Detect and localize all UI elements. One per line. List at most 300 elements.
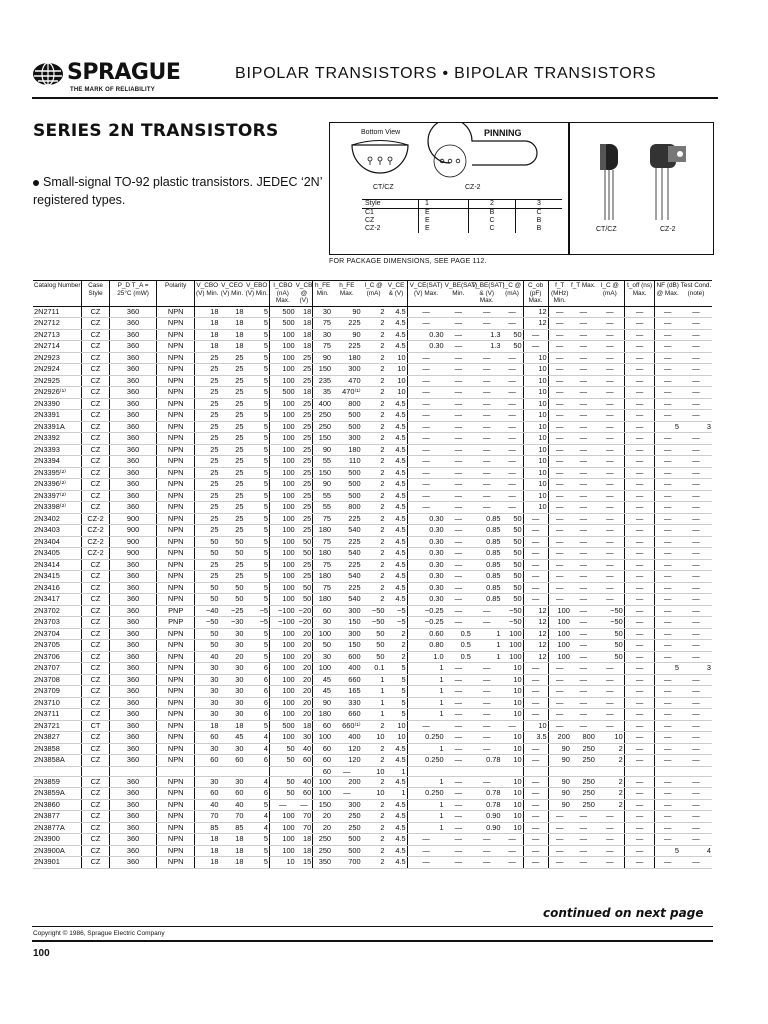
table-cell: — (596, 594, 624, 606)
table-cell: 50 (194, 594, 219, 606)
table-cell: 4.5 (385, 490, 407, 502)
table-cell: — (445, 341, 472, 353)
table-cell: −5 (245, 617, 270, 629)
table-cell (571, 766, 596, 776)
table-cell: 25 (219, 456, 244, 468)
table-cell: NPN (157, 548, 195, 560)
table-cell: — (596, 375, 624, 387)
table-cell: 4.5 (385, 318, 407, 330)
table-cell: 120 (332, 743, 362, 755)
table-cell: 3 (680, 663, 712, 675)
table-cell: 25 (194, 571, 219, 583)
table-cell: 360 (109, 364, 157, 376)
table-cell: 0.78 (472, 799, 502, 811)
catalog-number-cell: 2N3704 (33, 628, 82, 640)
table-cell: 50 (194, 536, 219, 548)
table-cell: — (548, 352, 571, 364)
catalog-number-cell: 2N3405 (33, 548, 82, 560)
table-cell: — (501, 364, 523, 376)
table-cell: — (680, 513, 712, 525)
table-cell: 100 (270, 433, 296, 445)
table-cell: 5 (245, 444, 270, 456)
table-cell: 35 (313, 387, 332, 399)
brand-name: SPRAGUE (67, 60, 181, 85)
catalog-number-cell: 2N3901 (33, 857, 82, 869)
table-cell: 0.30 (407, 559, 445, 571)
table-cell: 25 (194, 398, 219, 410)
table-cell: 25 (219, 502, 244, 514)
table-cell: 90 (548, 776, 571, 788)
table-cell: — (445, 834, 472, 846)
table-cell: — (655, 364, 680, 376)
table-cell: 360 (109, 571, 157, 583)
table-cell: — (655, 732, 680, 744)
table-cell: 250 (571, 788, 596, 800)
catalog-number-cell: 2N3391A (33, 421, 82, 433)
table-cell: NPN (157, 433, 195, 445)
table-cell: 0.5 (445, 640, 472, 652)
header-title: BIPOLAR TRANSISTORS • BIPOLAR TRANSISTORS (235, 65, 657, 82)
table-cell: CZ (82, 467, 109, 479)
table-cell: — (571, 651, 596, 663)
table-cell: 2 (385, 651, 407, 663)
column-header: V_EBO (V) Min. (245, 281, 270, 307)
table-cell: 500 (332, 490, 362, 502)
table-cell: — (624, 743, 655, 755)
table-row (33, 571, 712, 583)
table-cell: 2 (596, 743, 624, 755)
table-cell: — (548, 444, 571, 456)
catalog-number-cell: 2N3403 (33, 525, 82, 537)
table-cell: 0.30 (407, 536, 445, 548)
table-cell: — (445, 674, 472, 686)
table-cell: CZ (82, 433, 109, 445)
table-cell: 100 (270, 697, 296, 709)
table-cell: — (596, 398, 624, 410)
globe-icon (32, 62, 64, 86)
table-cell: 25 (194, 513, 219, 525)
table-cell: — (571, 364, 596, 376)
table-cell: — (680, 410, 712, 422)
table-cell: 85 (219, 822, 244, 834)
table-cell: 5 (245, 594, 270, 606)
table-cell: 50 (219, 536, 244, 548)
table-cell: 225 (332, 318, 362, 330)
table-cell: — (445, 709, 472, 721)
table-cell: 4.5 (385, 857, 407, 869)
table-cell: — (548, 548, 571, 560)
table-cell: — (571, 709, 596, 721)
table-cell: 10 (362, 766, 386, 776)
table-cell: 360 (109, 352, 157, 364)
table-cell: 1 (385, 788, 407, 800)
table-cell: 50 (596, 651, 624, 663)
table-cell: 30 (313, 651, 332, 663)
column-header: Catalog Number (33, 281, 82, 307)
table-cell: CZ (82, 444, 109, 456)
table-cell: — (680, 799, 712, 811)
table-cell (296, 766, 313, 776)
table-cell: — (445, 433, 472, 445)
table-cell: CZ (82, 341, 109, 353)
table-cell: CZ (82, 834, 109, 846)
table-cell: — (332, 788, 362, 800)
table-cell: NPN (157, 513, 195, 525)
table-cell: — (445, 525, 472, 537)
table-cell: 18 (219, 834, 244, 846)
table-cell: 100 (270, 444, 296, 456)
table-cell: 4.5 (385, 559, 407, 571)
table-cell: 1 (362, 709, 386, 721)
table-cell: — (571, 444, 596, 456)
table-cell: — (445, 352, 472, 364)
column-header: P_D T_A = 25°C (mW) (109, 281, 157, 307)
table-cell: 0.250 (407, 732, 445, 744)
table-cell: — (680, 811, 712, 823)
table-cell: 150 (313, 364, 332, 376)
table-cell: 100 (270, 845, 296, 857)
table-cell: — (571, 479, 596, 491)
table-cell: — (680, 594, 712, 606)
table-cell: 5 (245, 387, 270, 399)
table-row (33, 479, 712, 491)
column-header: V_CB @ (V) (295, 282, 313, 304)
table-cell: 50 (501, 582, 523, 594)
table-cell: — (655, 444, 680, 456)
table-cell: 100 (313, 788, 332, 800)
table-row (33, 306, 712, 318)
table-cell: NPN (157, 410, 195, 422)
table-cell: 2 (362, 433, 386, 445)
table-cell: — (624, 490, 655, 502)
table-row (33, 536, 712, 548)
table-cell: 0.60 (407, 628, 445, 640)
table-cell: 4.5 (385, 398, 407, 410)
table-cell: 75 (313, 318, 332, 330)
table-cell: — (501, 720, 523, 732)
table-cell: 5 (245, 398, 270, 410)
table-cell: 2 (362, 387, 386, 399)
table-cell: — (445, 799, 472, 811)
table-cell: 10 (501, 788, 523, 800)
table-cell: — (655, 617, 680, 629)
table-cell: NPN (157, 467, 195, 479)
table-cell: — (445, 536, 472, 548)
table-cell: 400 (332, 732, 362, 744)
table-cell: 2 (362, 306, 386, 318)
table-cell: 360 (109, 433, 157, 445)
table-cell: — (501, 318, 523, 330)
table-cell: — (445, 318, 472, 330)
table-cell: 5 (245, 799, 270, 811)
table-row (33, 811, 712, 823)
table-cell: 250 (313, 421, 332, 433)
catalog-number-cell: 2N3417 (33, 594, 82, 606)
table-cell: — (548, 398, 571, 410)
table-cell: — (596, 433, 624, 445)
pinning-header-row: Style 1 2 3 (362, 200, 562, 209)
table-cell: NPN (157, 571, 195, 583)
table-row (33, 467, 712, 479)
table-cell: 5 (245, 329, 270, 341)
table-cell: CZ (82, 582, 109, 594)
table-cell: 1.0 (407, 651, 445, 663)
table-cell: 10 (501, 822, 523, 834)
table-cell: 1 (362, 697, 386, 709)
table-cell: NPN (157, 387, 195, 399)
table-cell: — (680, 525, 712, 537)
table-cell: — (624, 341, 655, 353)
table-cell: 0.80 (407, 640, 445, 652)
table-cell: — (655, 720, 680, 732)
table-cell: — (445, 375, 472, 387)
table-row (33, 513, 712, 525)
table-cell: NPN (157, 306, 195, 318)
table-cell: 5 (245, 720, 270, 732)
table-cell: — (472, 617, 502, 629)
table-cell: 10 (523, 364, 548, 376)
table-cell: 60 (194, 788, 219, 800)
table-cell: 250 (332, 811, 362, 823)
table-cell: 18 (296, 720, 313, 732)
table-cell: 100 (270, 479, 296, 491)
table-cell: — (571, 433, 596, 445)
table-cell: 30 (194, 697, 219, 709)
table-cell: 90 (548, 788, 571, 800)
table-cell: 50 (270, 788, 296, 800)
table-cell: 100 (270, 686, 296, 698)
table-cell: 25 (194, 375, 219, 387)
table-cell: — (571, 559, 596, 571)
table-cell: 100 (548, 640, 571, 652)
table-cell: 100 (270, 456, 296, 468)
table-cell: — (571, 582, 596, 594)
table-cell: 4.5 (385, 594, 407, 606)
table-cell: 10 (523, 433, 548, 445)
table-cell: 55 (313, 490, 332, 502)
table-cell: — (523, 709, 548, 721)
table-cell: — (655, 605, 680, 617)
table-cell: 250 (313, 845, 332, 857)
table-cell: — (445, 811, 472, 823)
footer-rule-top (32, 926, 713, 927)
table-cell: — (571, 663, 596, 675)
table-cell: 6 (245, 674, 270, 686)
table-cell: — (596, 686, 624, 698)
table-cell: 18 (219, 318, 244, 330)
table-cell: PNP (157, 617, 195, 629)
table-cell: 2 (596, 776, 624, 788)
table-cell: 25 (194, 559, 219, 571)
table-cell: — (624, 306, 655, 318)
table-cell: — (680, 857, 712, 869)
table-cell: — (501, 444, 523, 456)
table-row (33, 594, 712, 606)
table-cell: 0.30 (407, 571, 445, 583)
table-cell: 12 (523, 651, 548, 663)
table-cell: 0.1 (362, 663, 386, 675)
table-cell: — (445, 398, 472, 410)
table-cell: — (655, 755, 680, 767)
table-cell: 900 (109, 525, 157, 537)
table-cell: 18 (194, 857, 219, 869)
table-cell: — (571, 525, 596, 537)
table-cell: 1.3 (472, 341, 502, 353)
table-cell: 18 (296, 341, 313, 353)
table-cell: 0.78 (472, 788, 502, 800)
table-cell: 50 (194, 628, 219, 640)
table-cell: 1 (362, 674, 386, 686)
table-cell: — (523, 341, 548, 353)
table-cell: — (571, 834, 596, 846)
table-cell: NPN (157, 456, 195, 468)
catalog-number-cell: 2N3392 (33, 433, 82, 445)
table-cell: 100 (270, 375, 296, 387)
table-cell (194, 766, 219, 776)
table-cell: — (680, 720, 712, 732)
pinning-table (362, 199, 562, 233)
table-cell: 150 (313, 799, 332, 811)
table-cell: 250 (313, 410, 332, 422)
table-cell: 25 (296, 525, 313, 537)
table-cell (407, 766, 445, 776)
package-ctcz-label: CT/CZ (373, 184, 394, 191)
table-cell: — (655, 433, 680, 445)
table-cell: 700 (332, 857, 362, 869)
table-cell: 5 (385, 686, 407, 698)
table-cell: — (472, 387, 502, 399)
table-cell: 90 (548, 755, 571, 767)
table-cell: — (655, 398, 680, 410)
table-cell: 180 (313, 709, 332, 721)
table-cell: — (501, 502, 523, 514)
table-cell: 5 (245, 857, 270, 869)
table-cell: 0.5 (445, 628, 472, 640)
table-cell: 10 (385, 387, 407, 399)
table-cell: — (624, 857, 655, 869)
table-cell: — (445, 479, 472, 491)
pinning-title: PINNING (484, 128, 522, 138)
table-cell: 20 (296, 628, 313, 640)
table-cell: — (624, 788, 655, 800)
table-cell: — (571, 674, 596, 686)
catalog-number-cell: 2N2713 (33, 329, 82, 341)
table-cell: — (445, 697, 472, 709)
table-cell: — (445, 720, 472, 732)
table-cell: 90 (332, 329, 362, 341)
catalog-number-cell: 2N3397⁽²⁾ (33, 490, 82, 502)
catalog-number-cell: 2N3900 (33, 834, 82, 846)
table-cell: 180 (313, 548, 332, 560)
table-cell: 100 (313, 663, 332, 675)
table-cell: 5 (245, 651, 270, 663)
table-cell: — (596, 571, 624, 583)
table-cell: — (571, 571, 596, 583)
table-cell: 10 (523, 444, 548, 456)
table-cell: — (445, 548, 472, 560)
table-cell: −50 (596, 605, 624, 617)
table-cell: 2 (362, 743, 386, 755)
table-cell: — (548, 410, 571, 422)
table-cell: — (655, 490, 680, 502)
table-cell: 180 (332, 352, 362, 364)
table-cell: 0.30 (407, 329, 445, 341)
table-row (33, 387, 712, 399)
table-cell: — (680, 306, 712, 318)
table-cell: 500 (332, 845, 362, 857)
table-row (33, 582, 712, 594)
table-cell: 100 (270, 364, 296, 376)
table-cell: NPN (157, 536, 195, 548)
table-cell: 100 (270, 571, 296, 583)
table-cell: — (680, 822, 712, 834)
table-cell: 225 (332, 513, 362, 525)
table-cell: — (445, 732, 472, 744)
table-cell: 30 (219, 697, 244, 709)
table-cell: 2 (362, 594, 386, 606)
table-cell: 2 (362, 318, 386, 330)
table-cell: 250 (571, 743, 596, 755)
table-cell: — (624, 709, 655, 721)
table-cell: −5 (385, 605, 407, 617)
table-cell: 10 (501, 811, 523, 823)
table-cell: 25 (194, 352, 219, 364)
table-cell: — (596, 709, 624, 721)
table-cell: 3 (680, 421, 712, 433)
table-cell: 360 (109, 410, 157, 422)
table-cell: 30 (194, 674, 219, 686)
table-cell: — (624, 640, 655, 652)
table-cell: — (624, 571, 655, 583)
table-cell: — (407, 502, 445, 514)
table-cell: 1 (407, 776, 445, 788)
column-header: f_T Max. (571, 281, 596, 307)
table-cell: 100 (548, 651, 571, 663)
table-cell: — (655, 594, 680, 606)
column-header: I_CBO (nA) Max. (270, 281, 296, 307)
table-cell: — (501, 479, 523, 491)
table-cell: — (407, 479, 445, 491)
table-cell: — (523, 329, 548, 341)
catalog-number-cell: 2N3394 (33, 456, 82, 468)
table-cell: 12 (523, 628, 548, 640)
table-cell: 30 (194, 709, 219, 721)
table-cell: 900 (109, 548, 157, 560)
table-cell: 20 (296, 697, 313, 709)
table-cell: — (655, 582, 680, 594)
table-cell: 50 (296, 594, 313, 606)
table-cell: — (655, 329, 680, 341)
table-cell: — (624, 776, 655, 788)
table-cell: 500 (270, 318, 296, 330)
table-cell: — (548, 502, 571, 514)
table-cell: 10 (523, 479, 548, 491)
copyright: Copyright © 1986, Sprague Electric Company (33, 930, 165, 937)
table-cell: 200 (332, 776, 362, 788)
catalog-number-cell: 2N3702 (33, 605, 82, 617)
table-cell: 100 (270, 421, 296, 433)
table-cell: — (407, 421, 445, 433)
table-cell: — (472, 674, 502, 686)
catalog-number-cell: 2N3859A (33, 788, 82, 800)
table-cell: — (523, 548, 548, 560)
table-cell: 20 (296, 709, 313, 721)
table-cell: NPN (157, 697, 195, 709)
table-cell: 5 (245, 375, 270, 387)
table-cell: CZ (82, 651, 109, 663)
table-cell: 2 (385, 628, 407, 640)
pinning-row: CZ E C B (362, 217, 562, 225)
